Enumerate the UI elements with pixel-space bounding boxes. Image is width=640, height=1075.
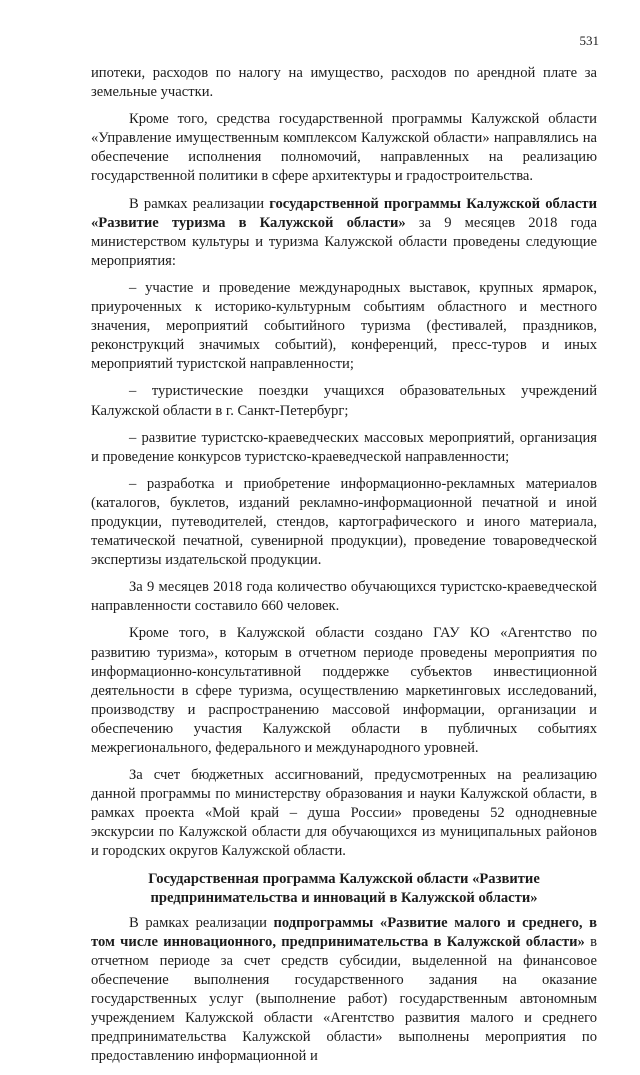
document-body [91, 64, 597, 1075]
text-run: за 9 месяцев 2018 года министерством культуры и туризма Калужской области проведены следующие мероприятия: [91, 214, 597, 269]
paragraph-sme-subprogram [91, 914, 597, 1067]
paragraph-property-program: Кроме того, средства государственной программы Калужской области «Управление имущественным комплексом Калужской области» направлялись на обеспечение исполнения полномочий, направленных на реализацию государственной политики в сфере архитектуры и градостроительства. [91, 111, 597, 185]
section-heading-line: предпринимательства и инноваций в Калужской области» [150, 889, 538, 906]
list-item: – туристические поездки учащихся образовательных учреждений Калужской области в г. Санкт-Петербург; [91, 383, 597, 419]
list-item: – развитие туристско-краеведческих массовых мероприятий, организация и проведение конкурсов туристско-краеведческой направленности; [91, 429, 597, 465]
paragraph-tourism-agency: Кроме того, в Калужской области создано ГАУ КО «Агентство по развитию туризма», которым в отчетном периоде проведены мероприятия по информационно-консультативной поддержке субъектов инвестиционной деятельности в сфере туризма, осуществлению маркетинговых исследований, производству и распространению массовой информации, организации и обеспечению участия Калужской области в публичных событиях межрегионального, федерального и международного уровней. [91, 625, 597, 756]
text-run: в отчетном периоде за счет средств субсидии, выделенной на финансовое обеспечение выполнения государственного задания на оказание государственных услуг (выполнение работ) государственным автономным учреждением Калужской области «Агентство развития малого и среднего предпринимательства Калужской области» выполнены мероприятия по предоставлению информационной и [91, 933, 598, 1065]
page-number: 531 [579, 33, 599, 48]
list-item: – разработка и приобретение информационно-рекламных материалов (каталогов, буклетов, изданий рекламно-информационной печатной и иной продукции, путеводителей, стендов, картографического и иного материала, тематической печатной, сувенирной продукции), проведение товароведческой экспертизы издательской продукции. [91, 475, 597, 569]
section-heading [91, 870, 597, 908]
bold-subprogram-name: подпрограммы «Развитие малого и среднего, в том числе инновационного, предпринимательства в Калужской области» [91, 914, 597, 950]
list-item: – участие и проведение международных выставок, крупных ярмарок, приуроченных к историко-культурным событиям областного и местного значения, мероприятий событийного туризма (фестивалей, праздников, реконструкций значимых событий), конференций, пресс-туров и иных мероприятий туристской направленности; [91, 279, 597, 373]
paragraph-students-count: За 9 месяцев 2018 года количество обучающихся туристско-краеведческой направленности составило 660 человек. [91, 579, 597, 615]
text-run: В рамках реализации [129, 914, 274, 931]
paragraph-tourism-program [91, 195, 597, 271]
text-run: В рамках реализации [129, 195, 270, 212]
paragraph-excursions: За счет бюджетных ассигнований, предусмотренных на реализацию данной программы по министерству образования и науки Калужской области, в рамках проекта «Мой край – душа России» проведены 52 однодневные экскурсии по Калужской области для обучающихся из муниципальных районов и городских округов Калужской области. [91, 767, 597, 860]
paragraph-continuation: ипотеки, расходов по налогу на имущество, расходов по арендной плате за земельные участки. [91, 65, 597, 101]
bold-program-name: государственной программы Калужской области «Развитие туризма в Калужской области» [91, 195, 597, 231]
section-heading-line: Государственная программа Калужской области «Развитие [148, 870, 540, 887]
